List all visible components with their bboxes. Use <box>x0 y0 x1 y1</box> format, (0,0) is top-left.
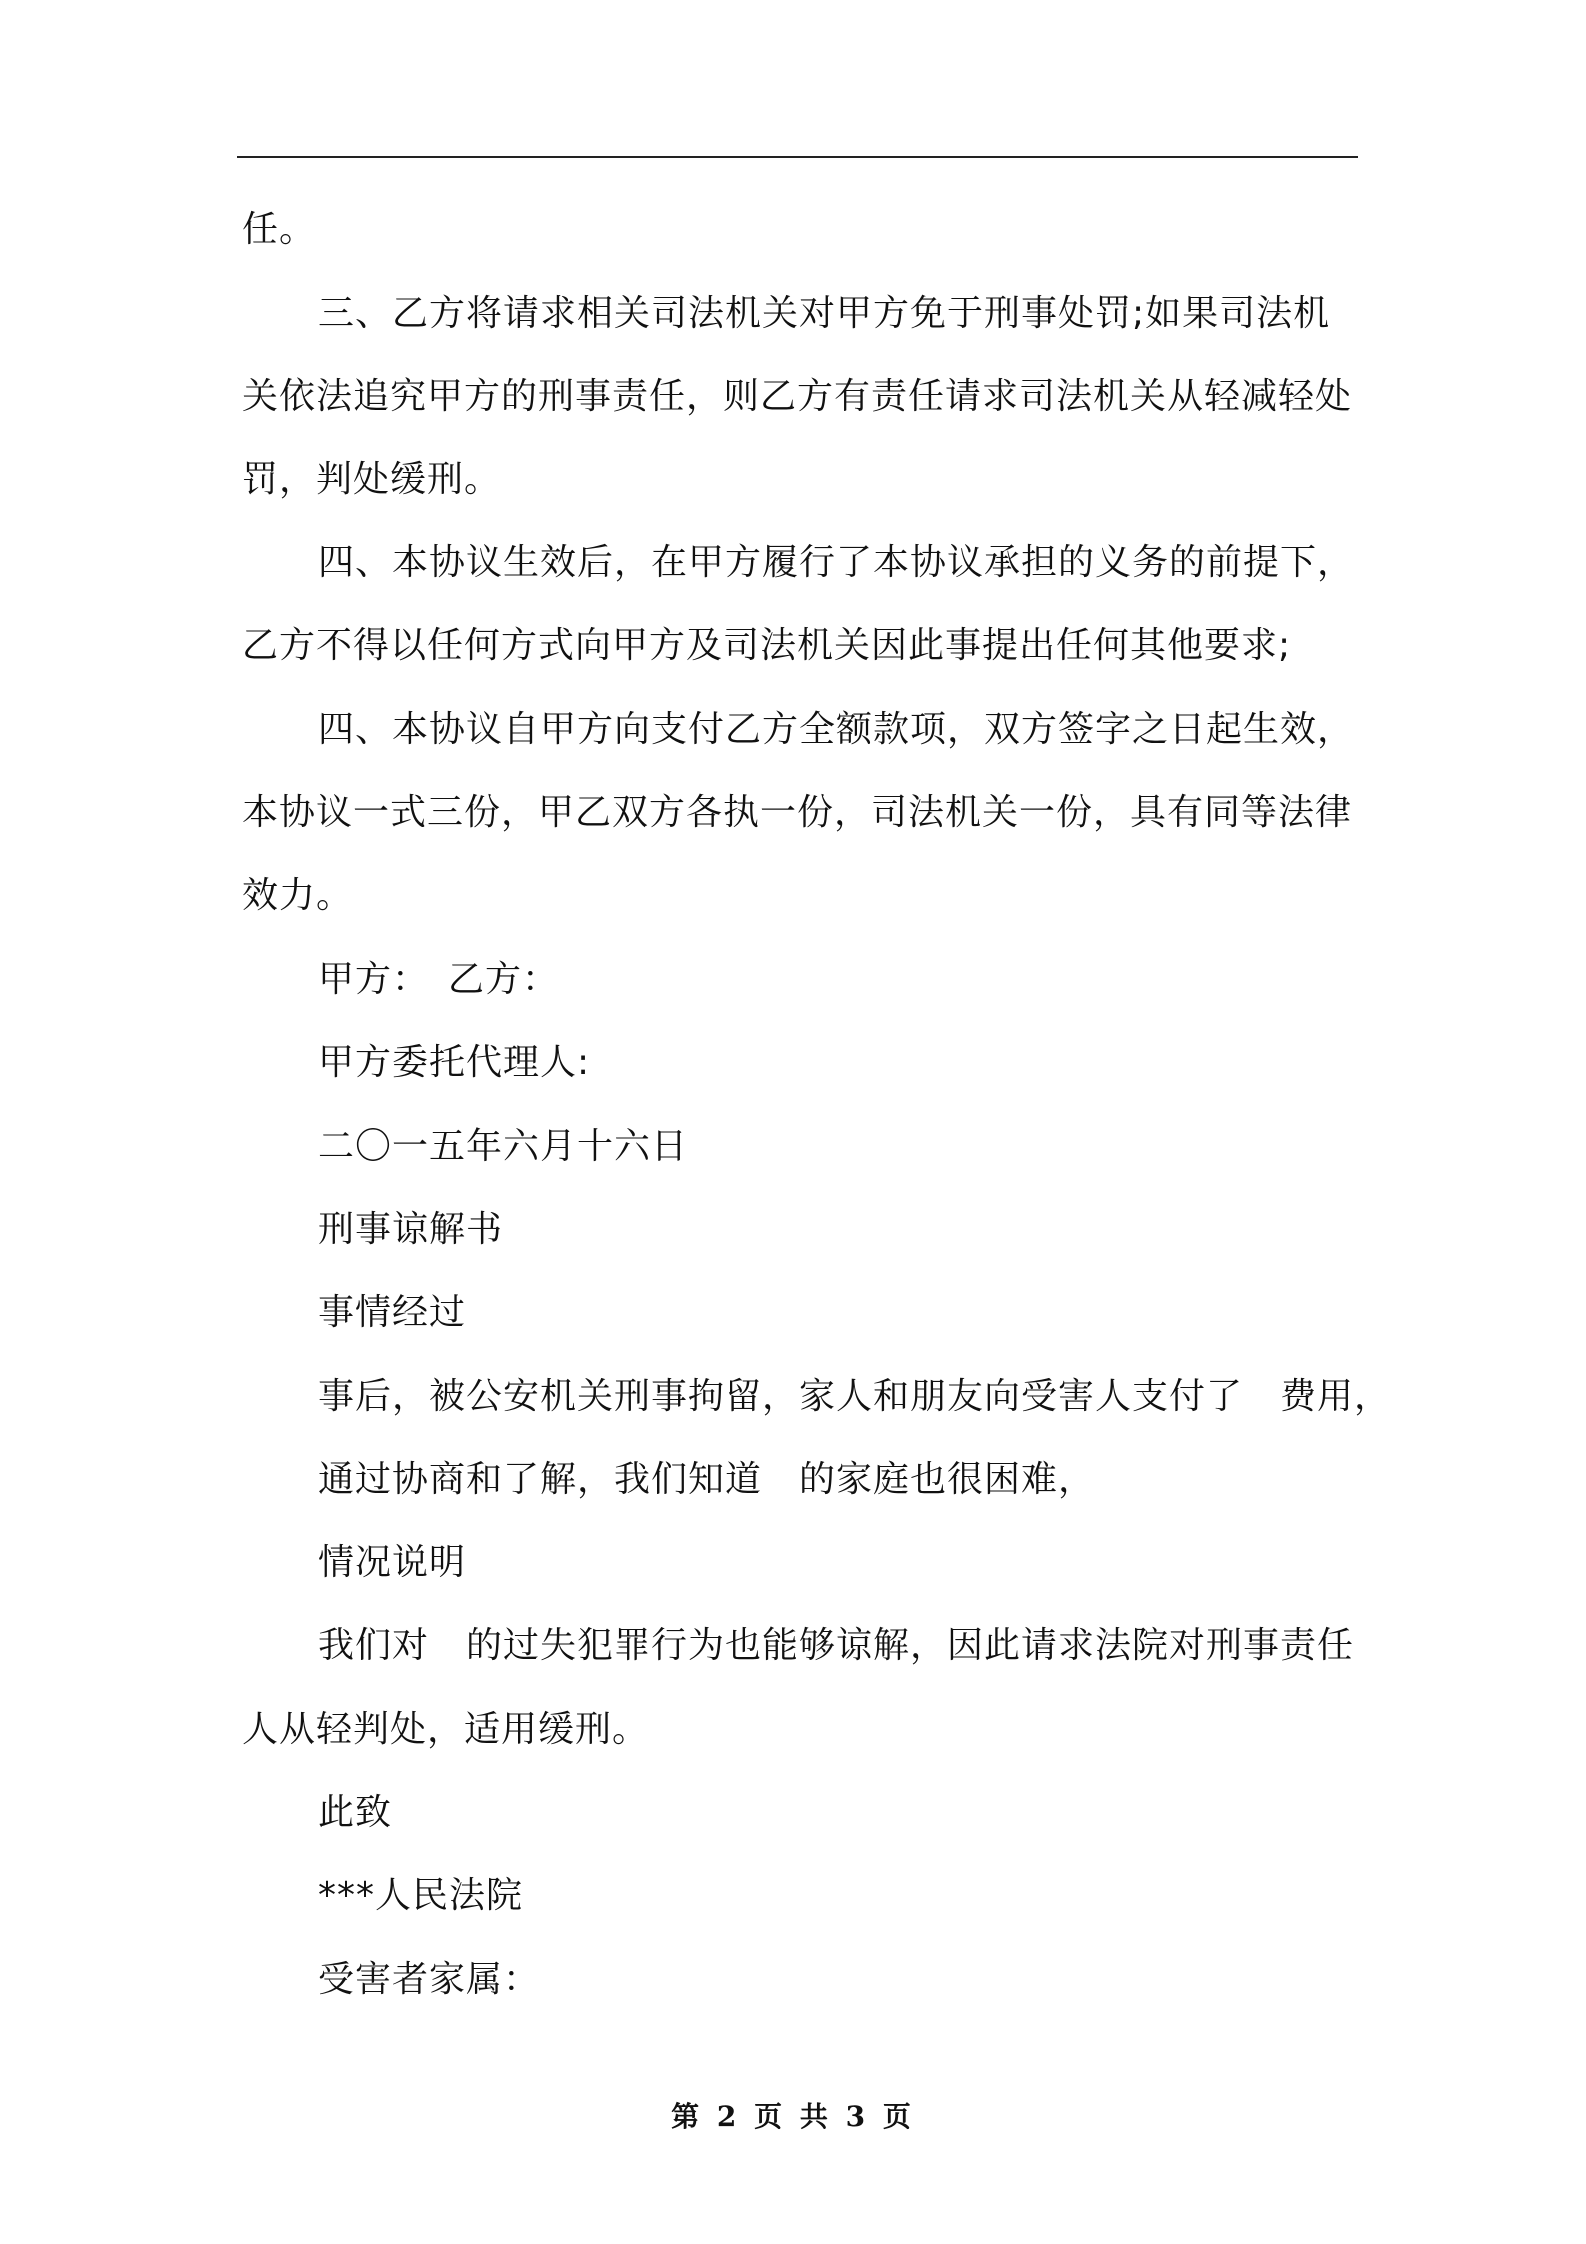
section-heading: 事情经过 <box>318 1292 467 1333</box>
text-line: 任。 <box>242 209 317 250</box>
text-line: 事后，被公安机关刑事拘留，家人和朋友向受害人支付了 费用， <box>318 1376 1392 1417</box>
date-line: 二〇一五年六月十六日 <box>318 1126 689 1167</box>
header-rule <box>237 156 1358 158</box>
text-line: 效力。 <box>242 875 354 916</box>
text-line: 本协议一式三份，甲乙双方各执一份，司法机关一份，具有同等法律 <box>242 792 1353 833</box>
section-heading: 情况说明 <box>318 1542 467 1583</box>
text-line: 罚，判处缓刑。 <box>242 459 502 500</box>
addressee: ***人民法院 <box>318 1875 524 1916</box>
text-line: 关依法追究甲方的刑事责任，则乙方有责任请求司法机关从轻减轻处 <box>242 376 1353 417</box>
text-line: 乙方不得以任何方式向甲方及司法机关因此事提出任何其他要求; <box>242 625 1292 666</box>
signature-label: 受害者家属： <box>318 1959 541 2000</box>
page-footer: 第 2 页 共 3 页 <box>671 2100 915 2133</box>
text-line: 通过协商和了解，我们知道 的家庭也很困难， <box>318 1459 1096 1500</box>
agent-label: 甲方委托代理人: <box>318 1042 591 1083</box>
text-line: 人从轻判处，适用缓刑。 <box>242 1709 650 1750</box>
text-line: 我们对 的过失犯罪行为也能够谅解，因此请求法院对刑事责任 <box>318 1625 1355 1666</box>
closing-salutation: 此致 <box>318 1792 393 1833</box>
text-line: 四、本协议自甲方向支付乙方全额款项，双方签字之日起生效， <box>318 709 1355 750</box>
section-heading: 刑事谅解书 <box>318 1209 504 1250</box>
text-line: 四、本协议生效后，在甲方履行了本协议承担的义务的前提下， <box>318 542 1355 583</box>
text-line: 三、乙方将请求相关司法机关对甲方免于刑事处罚;如果司法机 <box>318 293 1331 334</box>
signature-parties: 甲方： 乙方： <box>318 959 560 1000</box>
